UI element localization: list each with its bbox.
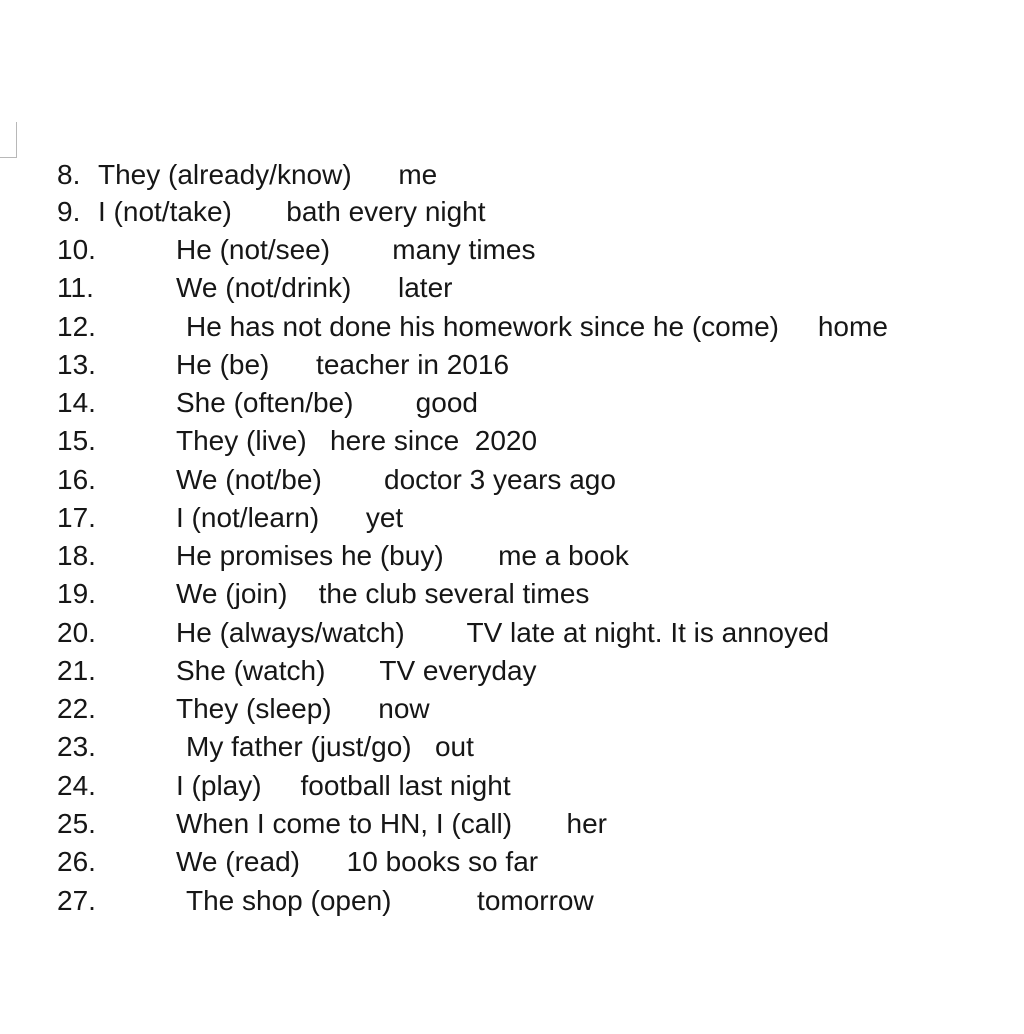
- page-margin-corner: [0, 122, 17, 158]
- list-item: [0, 614, 830, 652]
- item-text: He (not/see) many times: [176, 234, 536, 265]
- item-text: He (be) teacher in 2016: [176, 349, 510, 380]
- item-number: 21.: [57, 655, 96, 686]
- item-text: My father (just/go) out: [186, 731, 474, 762]
- item-text: We (join) the club several times: [176, 578, 590, 609]
- item-number: 18.: [57, 540, 96, 571]
- item-number: 20.: [57, 617, 96, 648]
- list-item: [0, 308, 888, 346]
- item-number: 17.: [57, 502, 96, 533]
- list-item: [0, 652, 537, 690]
- list-item: [0, 461, 616, 499]
- item-number: 24.: [57, 770, 96, 801]
- item-number: 26.: [57, 846, 96, 877]
- item-text: We (read) 10 books so far: [176, 846, 539, 877]
- list-item: [0, 805, 608, 843]
- item-text: I (play) football last night: [176, 770, 511, 801]
- list-item: [0, 843, 539, 881]
- item-text: They (already/know) me: [98, 159, 438, 190]
- list-item: [0, 690, 430, 728]
- list-item: [0, 499, 404, 537]
- list-item: [0, 882, 594, 920]
- item-number: 14.: [57, 387, 96, 418]
- item-number: 10.: [57, 234, 96, 265]
- list-item: [0, 384, 478, 422]
- item-text: We (not/drink) later: [176, 272, 453, 303]
- item-text: We (not/be) doctor 3 years ago: [176, 464, 616, 495]
- item-text: She (often/be) good: [176, 387, 478, 418]
- item-number: 11.: [57, 272, 94, 303]
- list-item: [0, 422, 538, 460]
- item-number: 13.: [57, 349, 96, 380]
- list-item: [0, 728, 474, 766]
- item-text: I (not/take) bath every night: [98, 196, 486, 227]
- item-number: 27.: [57, 885, 96, 916]
- item-text: They (live) here since 2020: [176, 425, 538, 456]
- item-number: 25.: [57, 808, 96, 839]
- item-text: He has not done his homework since he (come) home: [186, 311, 888, 342]
- item-text: He (always/watch) TV late at night. It is annoyed: [176, 617, 830, 648]
- item-number: 8.: [57, 159, 81, 190]
- list-item: [0, 767, 511, 805]
- item-text: I (not/learn) yet: [176, 502, 404, 533]
- list-item: [0, 269, 453, 307]
- list-item: [0, 575, 590, 613]
- item-number: 19.: [57, 578, 96, 609]
- item-number: 22.: [57, 693, 96, 724]
- list-item: [0, 193, 486, 231]
- item-text: They (sleep) now: [176, 693, 430, 724]
- list-item: [0, 346, 510, 384]
- item-text: He promises he (buy) me a book: [176, 540, 629, 571]
- item-number: 12.: [57, 311, 96, 342]
- list-item: [0, 231, 536, 269]
- item-text: She (watch) TV everyday: [176, 655, 537, 686]
- item-number: 15.: [57, 425, 96, 456]
- item-number: 16.: [57, 464, 96, 495]
- item-text: When I come to HN, I (call) her: [176, 808, 608, 839]
- list-item: [0, 537, 629, 575]
- item-text: The shop (open) tomorrow: [186, 885, 594, 916]
- item-number: 9.: [57, 196, 81, 227]
- item-number: 23.: [57, 731, 96, 762]
- list-item: [0, 156, 438, 194]
